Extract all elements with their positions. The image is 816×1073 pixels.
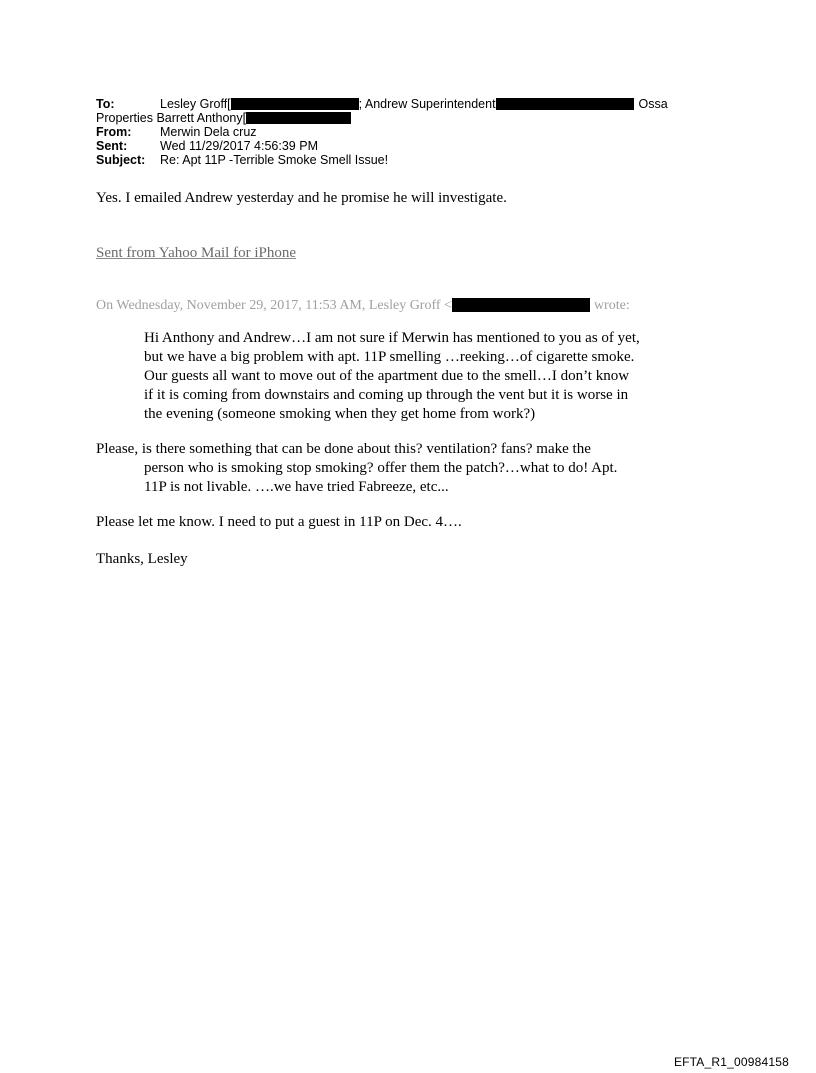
sent-label: Sent:: [96, 139, 128, 153]
quoted-header-prefix: On Wednesday, November 29, 2017, 11:53 AM, Lesley Groff <: [96, 298, 452, 313]
quoted-line: Please, is there something that can be done about this? ventilation? fans? make the: [96, 441, 591, 457]
to-label: To:: [96, 97, 115, 111]
redaction-block: [246, 112, 351, 124]
to-recipient-1: Lesley Groff[: [160, 97, 231, 111]
redaction-block: [231, 98, 359, 110]
reply-text: Yes. I emailed Andrew yesterday and he promise he will investigate.: [96, 190, 507, 206]
quoted-line: person who is smoking stop smoking? offer them the patch?…what to do! Apt.: [144, 460, 618, 476]
quoted-header-suffix: wrote:: [593, 298, 630, 313]
quoted-line: Hi Anthony and Andrew…I am not sure if Merwin has mentioned to you as of yet,: [144, 330, 640, 346]
quoted-line: but we have a big problem with apt. 11P smelling …reeking…of cigarette smoke.: [144, 349, 635, 365]
to-org: Ossa: [638, 97, 668, 111]
document-id: EFTA_R1_00984158: [673, 1055, 789, 1069]
to-recipient-2: ; Andrew Superintendent: [358, 97, 496, 111]
quoted-paragraph-1: [144, 329, 640, 424]
subject-value: Re: Apt 11P -Terrible Smoke Smell Issue!: [160, 153, 389, 167]
quoted-line: 11P is not livable. ….we have tried Fabreeze, etc...: [144, 479, 449, 495]
quoted-paragraph-3: Please let me know. I need to put a guest in 11P on Dec. 4….: [96, 514, 462, 530]
subject-label: Subject:: [96, 153, 146, 167]
quoted-line: if it is coming from downstairs and coming up through the vent but it is worse in: [144, 387, 629, 403]
redaction-block: [496, 98, 634, 110]
from-label: From:: [96, 125, 132, 139]
to-line-continued: [96, 111, 351, 125]
from-value: Merwin Dela cruz: [160, 125, 257, 139]
to-recipient-3: Properties Barrett Anthony[: [96, 111, 247, 125]
quoted-line: Our guests all want to move out of the apartment due to the smell…I don’t know: [144, 368, 630, 384]
to-line: [96, 97, 668, 111]
closing-signature: Thanks, Lesley: [96, 551, 188, 567]
redaction-block: [452, 298, 590, 312]
sent-value: Wed 11/29/2017 4:56:39 PM: [160, 139, 318, 153]
sent-line: [96, 139, 318, 153]
subject-line: [96, 153, 388, 167]
quoted-paragraph-2: [96, 440, 617, 497]
quoted-line: the evening (someone smoking when they get home from work?): [144, 406, 536, 422]
signature-line: [96, 244, 296, 263]
from-line: [96, 125, 257, 139]
yahoo-mail-link[interactable]: Sent from Yahoo Mail for iPhone: [96, 245, 296, 261]
quoted-header: [96, 296, 630, 315]
